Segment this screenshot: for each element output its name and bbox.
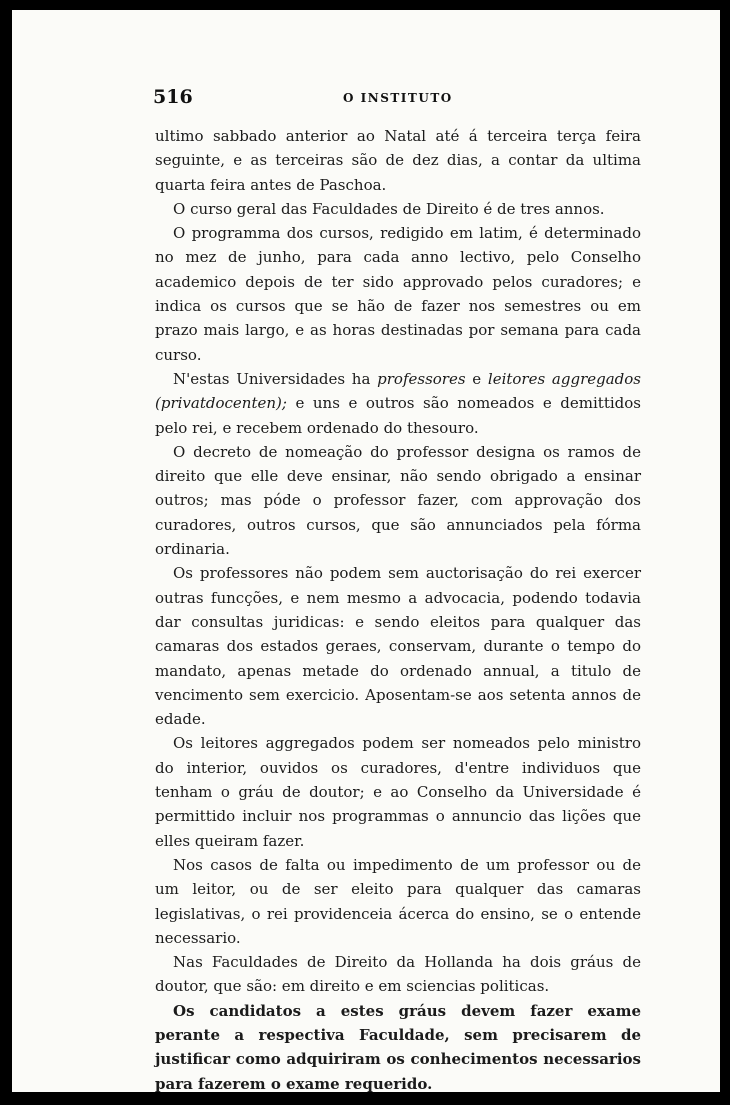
paragraph-4-text-c: e uns e outros são nomeados e demittidos pelo rei, e recebem ordenado do thesouro.: [155, 394, 641, 437]
paragraph-9: Nas Faculdades de Direito da Hollanda ha dois gráus de doutor, que são: em direito e em sciencias politicas.: [155, 953, 641, 996]
paragraph-4: [155, 367, 641, 440]
running-header: [153, 86, 643, 116]
paragraph-6: Os professores não podem sem auctorisação do rei exercer outras funcções, e nem mesmo a advocacia, podendo todavia dar consultas juridicas: e sendo eleitos para qualquer das camaras dos estados geraes, conservam, durante o tempo do mandato, apenas metade do ordenado annual, a titulo de vencimento sem exercicio. Aposentam-se aos setenta annos de edade.: [155, 564, 641, 729]
page-body: [155, 124, 641, 1096]
paragraph-8: Nos casos de falta ou impedimento de um professor ou de um leitor, ou de ser eleito para qualquer das camaras legislativas, o rei providenceia ácerca do ensino, se o entende necessario.: [155, 855, 641, 947]
paragraph-5: O decreto de nomeação do professor designa os ramos de direito que elle deve ensinar, não sendo obrigado a ensinar outros; mas póde o professor fazer, com approvação dos curadores, outros cursos, que são annunciados pela fórma ordinaria.: [155, 442, 641, 559]
term-leitores-aggregados: leitores aggregados (privatdocenten);: [155, 369, 641, 413]
paragraph-2: O curso geral das Faculdades de Direito é de tres annos.: [173, 199, 605, 218]
paragraph-4-text-a: N'estas Universidades ha: [173, 369, 378, 388]
paragraph-7: Os leitores aggregados podem ser nomeados pelo ministro do interior, ouvidos os curadores, d'entre individuos que tenham o gráu de doutor; e ao Conselho da Universidade é permittido incluir nos programmas o annuncio das lições que elles queiram fazer.: [155, 734, 641, 850]
running-title: O INSTITUTO: [343, 91, 453, 105]
page-number: 516: [153, 86, 193, 108]
paragraph-3: O programma dos cursos, redigido em latim, é determinado no mez de junho, para cada anno lectivo, pelo Conselho academico depois de ter sido approvado pelos curadores; e indica os cursos que se hão de fazer nos semestres ou em prazo mais largo, e as horas destinadas por semana para cada curso.: [155, 224, 641, 364]
paragraph-4-text-b: e: [465, 369, 488, 388]
paragraph-10: Os candidatos a estes gráus devem fazer exame perante a respectiva Faculdade, sem precisarem de justificar como adquiriram os conhecimentos necessarios para fazerem o exame requerido.: [155, 1001, 641, 1093]
paragraph-1: ultimo sabbado anterior ao Natal até á terceira terça feira seguinte, e as terceiras são de dez dias, a contar da ultima quarta feira antes de Paschoa.: [155, 127, 641, 194]
term-professores: professores: [377, 369, 466, 388]
